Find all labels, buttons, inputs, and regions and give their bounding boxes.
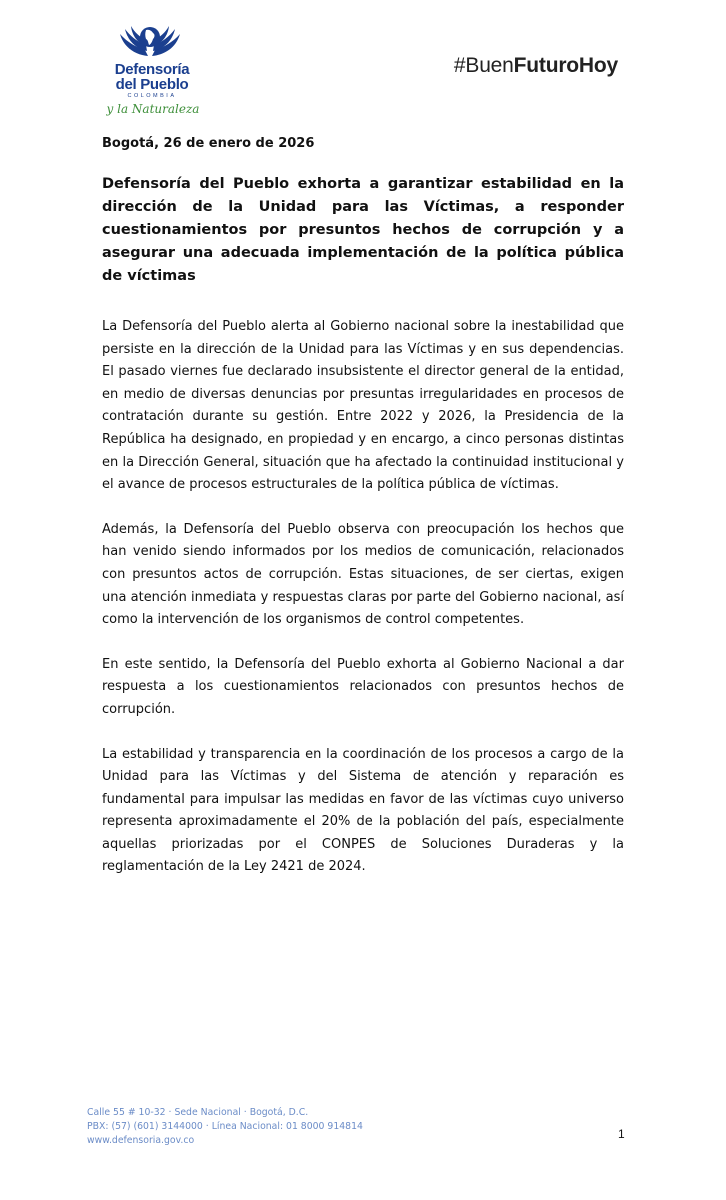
campaign-hashtag (454, 54, 618, 78)
logo-country: COLOMBIA (127, 93, 177, 99)
footer-website[interactable]: www.defensoria.gov.co (87, 1135, 195, 1146)
footer-contact (87, 1106, 363, 1148)
paragraph-4: La estabilidad y transparencia en la coordinación de los procesos a cargo de la Unidad para las Víctimas y del Sistema de atención y reparación es fundamental para impulsar las medidas en favor de las víctimas cuyo universo representa aproximadamente el 20% de la población del país, especialmente aquellas priorizadas por el CONPES de Soluciones Duraderas y la reglamentación de la Ley 2421 de 2024. (102, 746, 624, 875)
press-release-body (102, 136, 624, 901)
release-headline: Defensoría del Pueblo exhorta a garantizar estabilidad en la dirección de la Unidad para las Víctimas, a responder cuestionamientos por presuntos hechos de corrupción y a asegurar una adecuada implementación de la política pública de víctimas (102, 176, 624, 284)
logo-tagline: y la Naturaleza (106, 102, 200, 116)
hands-emblem-icon (118, 20, 182, 60)
logo-name-line2: del Pueblo (115, 76, 189, 93)
logo-name-line1: Defensoría (114, 61, 190, 78)
paragraph-3: En este sentido, la Defensoría del Pueblo exhorta al Gobierno Nacional a dar respuesta a los cuestionamientos relacionados con presuntos hechos de corrupción. (102, 656, 624, 717)
paragraph-1: La Defensoría del Pueblo alerta al Gobierno nacional sobre la inestabilidad que persiste en la dirección de la Unidad para las Víctimas y en sus dependencias. El pasado viernes fue declarado insubsistente el director general de la entidad, en medio de diversas denuncias por presuntas irregularidades en procesos de contratación durante su gestión. Entre 2022 y 2026, la Presidencia de la República ha designado, en propiedad y en encargo, a cinco personas distintas en la Dirección General, situación que ha afectado la continuidad institucional y el avance de procesos estructurales de la política pública de víctimas. (102, 319, 624, 493)
release-date: Bogotá, 26 de enero de 2026 (102, 136, 315, 151)
page-number: 1 (618, 1127, 625, 1141)
defensoria-logo (104, 20, 200, 122)
footer-address: Calle 55 # 10-32 · Sede Nacional · Bogotá, D.C. (87, 1107, 309, 1118)
hashtag-part2: FuturoHoy (513, 54, 618, 77)
paragraph-2: Además, la Defensoría del Pueblo observa con preocupación los hechos que han venido siendo informados por los medios de comunicación, relacionados con presuntos actos de corrupción. Estas situaciones, de ser ciertas, exigen una atención inmediata y respuestas claras por parte del Gobierno nacional, así como la intervención de los organismos de control competentes. (102, 521, 624, 628)
footer-phones: PBX: (57) (601) 3144000 · Línea Nacional: 01 8000 914814 (87, 1121, 363, 1132)
hashtag-part1: #Buen (453, 54, 514, 77)
